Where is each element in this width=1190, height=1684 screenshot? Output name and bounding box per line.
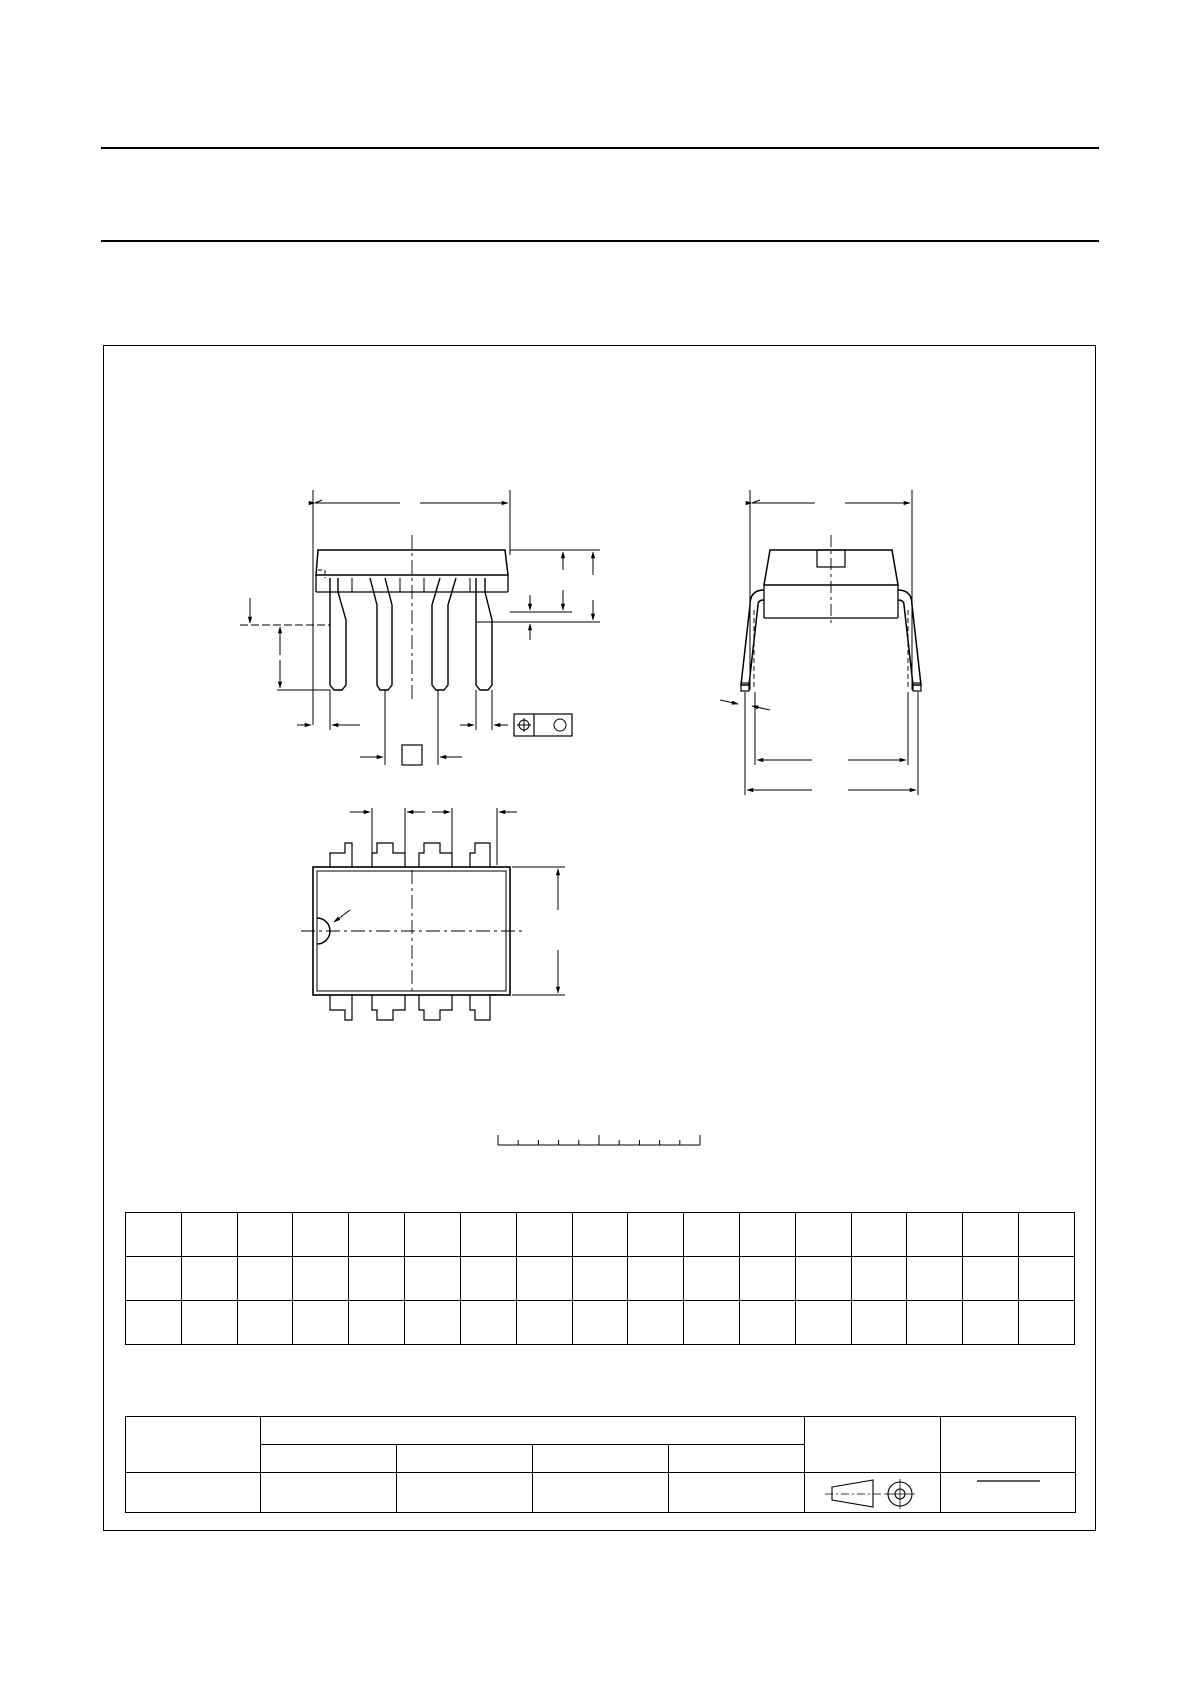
dimensions-cell <box>237 1213 293 1257</box>
dimensions-cell <box>1019 1301 1075 1345</box>
dimensions-cell <box>516 1257 572 1301</box>
dimensions-cell <box>126 1257 182 1301</box>
dimensions-cell <box>851 1301 907 1345</box>
outline-version-header <box>126 1417 261 1473</box>
side-view <box>720 490 921 795</box>
dimensions-cell <box>739 1301 795 1345</box>
dimensions-cell <box>237 1257 293 1301</box>
jeita-value <box>533 1473 669 1513</box>
dimensions-cell <box>684 1301 740 1345</box>
dimensions-cell <box>349 1301 405 1345</box>
dimensions-cell <box>460 1301 516 1345</box>
jeita-header <box>533 1445 669 1473</box>
dimensions-cell <box>405 1213 461 1257</box>
dimensions-cell <box>572 1301 628 1345</box>
iec-header <box>261 1445 397 1473</box>
dimensions-cell <box>1019 1213 1075 1257</box>
iec-value <box>261 1473 397 1513</box>
dimensions-cell <box>572 1257 628 1301</box>
dimensions-cell <box>293 1257 349 1301</box>
dimensions-cell <box>237 1301 293 1345</box>
dimensions-cell <box>963 1301 1019 1345</box>
jedec-header <box>397 1445 533 1473</box>
dimensions-cell <box>684 1257 740 1301</box>
top-view <box>301 808 565 1020</box>
dimensions-cell <box>516 1301 572 1345</box>
dimensions-cell <box>572 1213 628 1257</box>
dimensions-cell <box>181 1301 237 1345</box>
outline-version-table <box>125 1416 1076 1513</box>
issue-date-header <box>941 1417 1076 1473</box>
dimensions-cell <box>460 1213 516 1257</box>
dimensions-cell <box>126 1301 182 1345</box>
dimensions-cell <box>684 1213 740 1257</box>
projection-symbol-cell <box>805 1473 941 1513</box>
outline-version-value <box>126 1473 261 1513</box>
dimensions-cell <box>795 1257 851 1301</box>
dimensions-cell <box>293 1301 349 1345</box>
references-header <box>261 1417 805 1445</box>
dimensions-cell <box>795 1301 851 1345</box>
dimensions-cell <box>628 1257 684 1301</box>
dimensions-cell <box>963 1213 1019 1257</box>
position-tolerance-frame <box>514 714 572 736</box>
dimensions-cell <box>963 1257 1019 1301</box>
dimensions-cell <box>907 1213 963 1257</box>
european-projection-header <box>805 1417 941 1473</box>
dimensions-cell <box>851 1257 907 1301</box>
dimensions-cell <box>349 1213 405 1257</box>
dimensions-cell <box>460 1257 516 1301</box>
issue-date-value <box>941 1473 1076 1513</box>
dimensions-cell <box>739 1213 795 1257</box>
dimensions-row <box>126 1257 1075 1301</box>
dimensions-cell <box>181 1213 237 1257</box>
basic-dimension-box <box>402 745 422 765</box>
dimensions-cell <box>405 1301 461 1345</box>
reference-header-4 <box>669 1445 805 1473</box>
dimensions-row <box>126 1213 1075 1257</box>
dimensions-cell <box>516 1213 572 1257</box>
dimensions-cell <box>181 1257 237 1301</box>
dimensions-cell <box>628 1301 684 1345</box>
dimensions-cell <box>739 1257 795 1301</box>
dimensions-cell <box>1019 1257 1075 1301</box>
dimensions-cell <box>907 1301 963 1345</box>
dimensions-cell <box>349 1257 405 1301</box>
front-view <box>240 490 600 765</box>
dimensions-cell <box>405 1257 461 1301</box>
dimensions-table <box>125 1212 1075 1345</box>
dimensions-cell <box>628 1213 684 1257</box>
dimensions-cell <box>293 1213 349 1257</box>
dimensions-cell <box>907 1257 963 1301</box>
dimensions-cell <box>795 1213 851 1257</box>
dimensions-row <box>126 1301 1075 1345</box>
dimensions-cell <box>126 1213 182 1257</box>
jedec-value <box>397 1473 533 1513</box>
dimensions-cell <box>851 1213 907 1257</box>
reference-value-4 <box>669 1473 805 1513</box>
scale-bar <box>498 1135 700 1145</box>
